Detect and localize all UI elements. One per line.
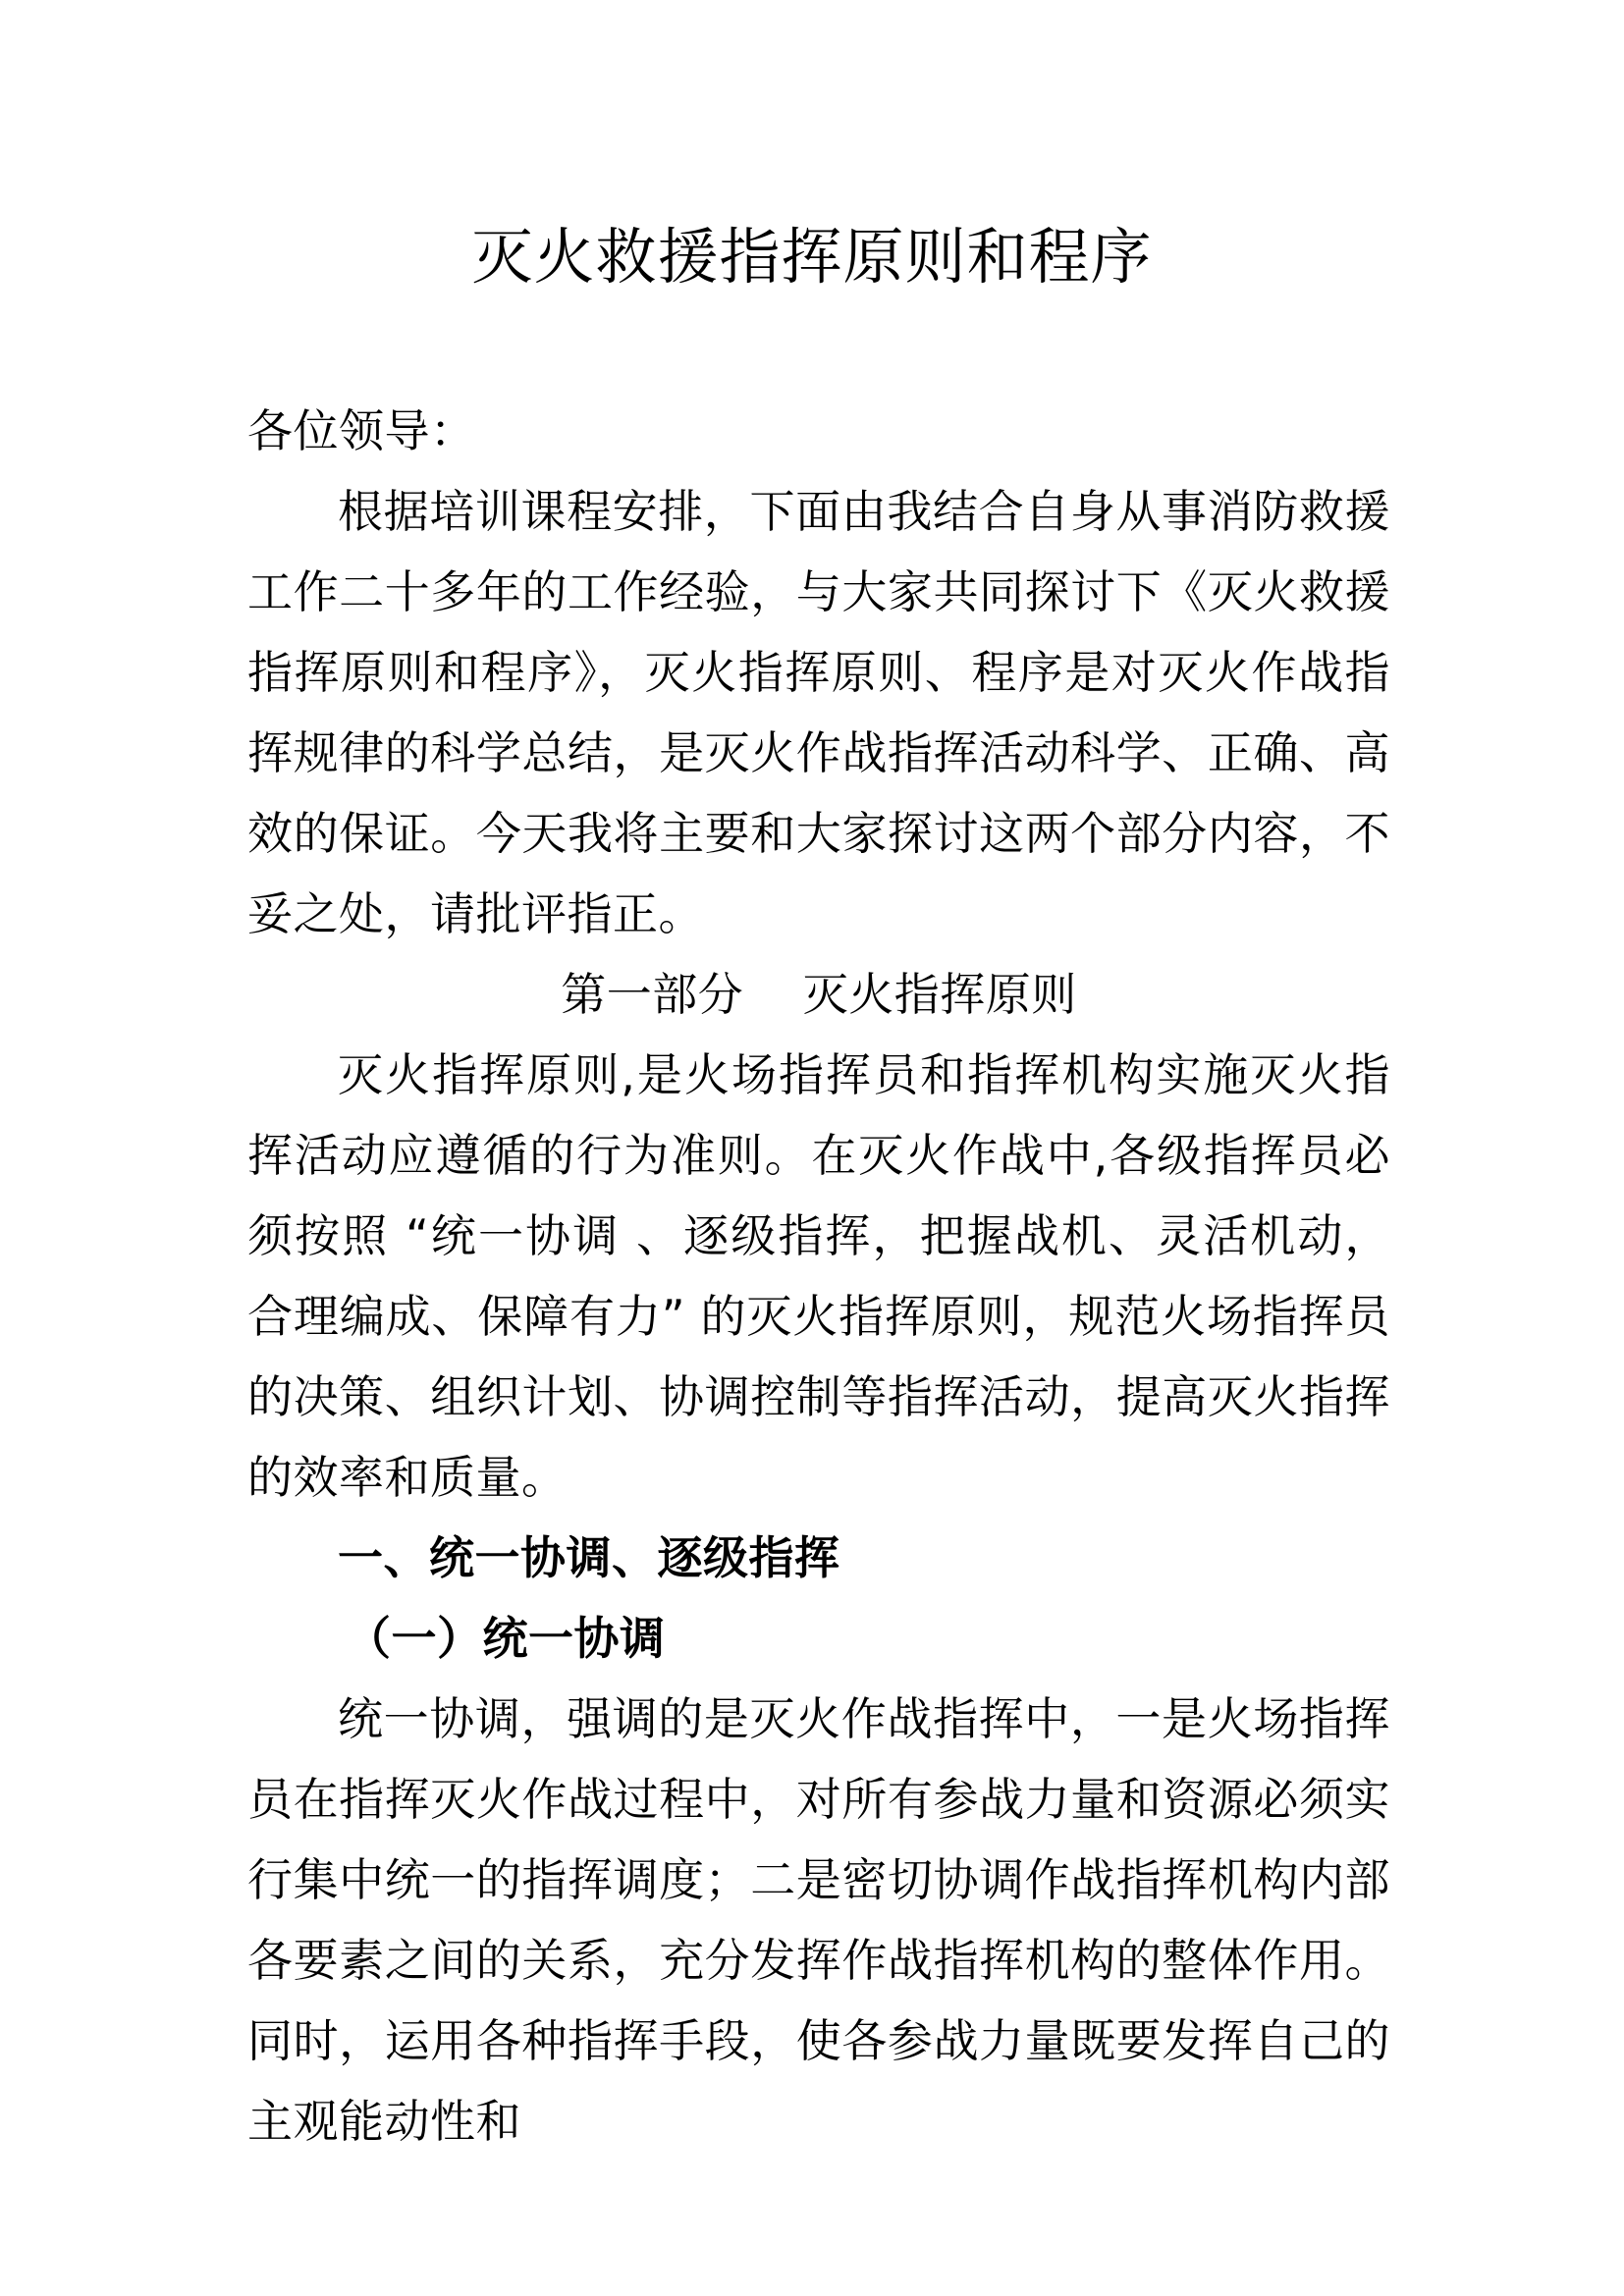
part1-heading: 第一部分 灭火指挥原则 [561, 968, 1077, 1021]
greeting: 各位领导： [247, 404, 476, 457]
subsection1-heading: （一）统一协调 [346, 1612, 666, 1665]
subsection1-paragraph: 统一协调，强调的是灭火作战指挥中，一是火场指挥员在指挥灭火作战过程中，对所有参战力量和资源必须实行集中统一的指挥调度；二是密切协调作战指挥机构内部各要素之间的关系，充分发挥作战指挥机构的整体作用。同时，运用各种指挥手段，使各参战力量既要发挥自己的主观能动性和 [247, 1692, 1390, 2148]
part1-paragraph: 灭火指挥原则,是火场指挥员和指挥机构实施灭火指挥活动应遵循的行为准则。在灭火作战中,各级指挥员必须按照 “统一协调 、逐级指挥，把握战机、灵活机动，合理编成、保障有力” 的灭火指挥原则，规范火场指挥员的决策、组织计划、协调控制等指挥活动，提高灭火指挥的效率和质量。 [247, 1048, 1390, 1504]
document-body [247, 391, 1390, 2162]
document-title: 灭火救援指挥原则和程序 [471, 221, 1153, 293]
intro-paragraph: 根据培训课程安排，下面由我结合自身从事消防救援工作二十多年的工作经验，与大家共同探讨下《灭火救援指挥原则和程序》，灭火指挥原则、程序是对灭火作战指挥规律的科学总结，是灭火作战指挥活动科学、正确、高效的保证。今天我将主要和大家探讨这两个部分内容，不妥之处，请批评指正。 [247, 485, 1390, 940]
section1-heading: 一、统一协调、逐级指挥 [338, 1531, 840, 1584]
